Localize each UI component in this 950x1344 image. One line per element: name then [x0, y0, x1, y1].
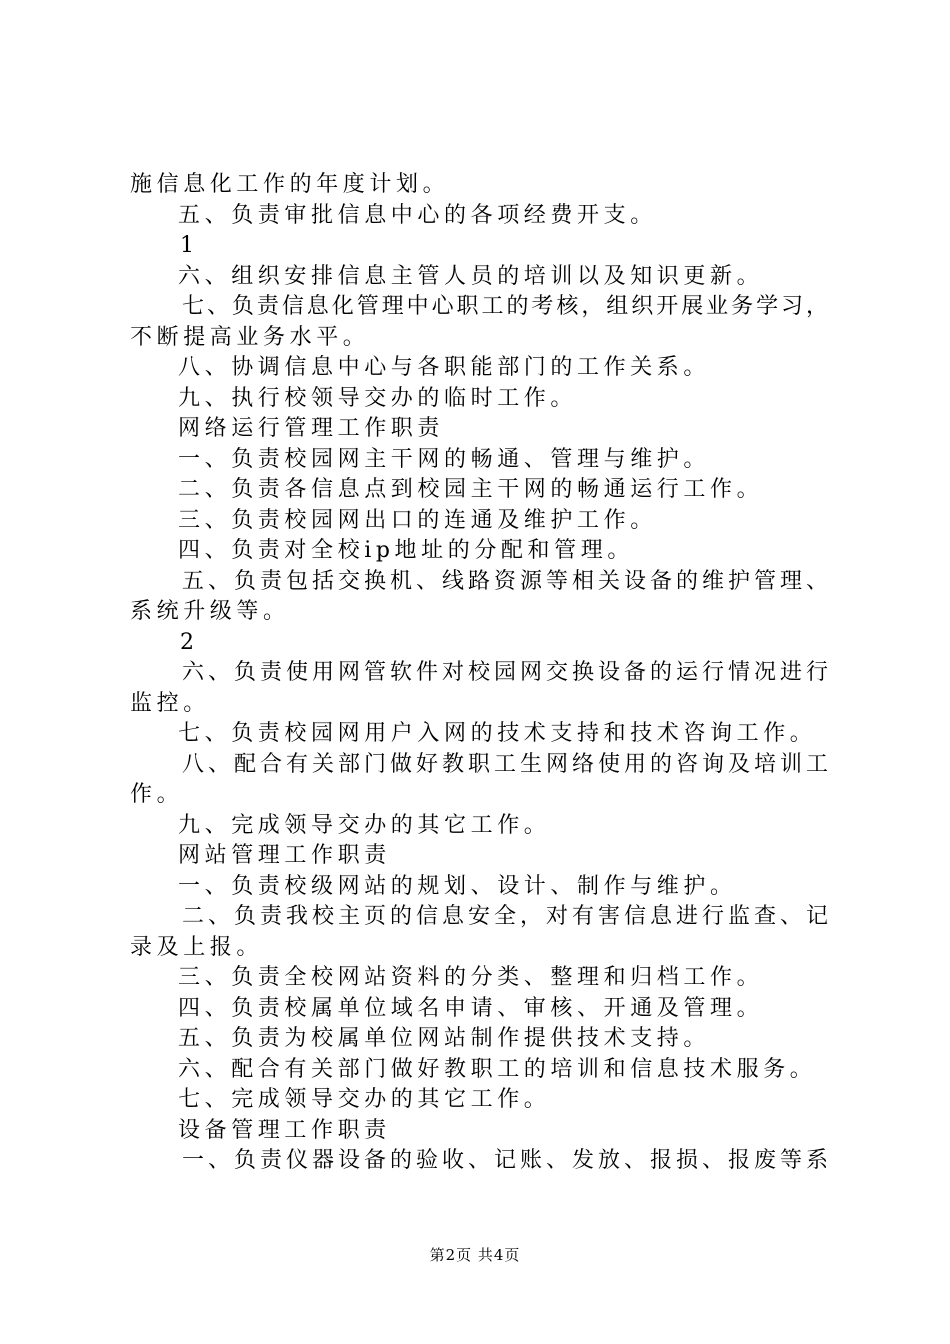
document-body [130, 170, 830, 1177]
text-line: 三、负责全校网站资料的分类、整理和归档工作。 [178, 965, 764, 990]
section-heading: 网络运行管理工作职责 [178, 416, 445, 441]
text-line: 系统升级等。 [130, 599, 290, 624]
text-line: 五、负责审批信息中心的各项经费开支。 [178, 202, 657, 228]
text-line: 九、完成领导交办的其它工作。 [178, 812, 551, 838]
text-line: 二、负责我校主页的信息安全，对有害信息进行监查、记 [182, 904, 830, 929]
text-line: 施信息化工作的年度计划。 [130, 172, 450, 197]
inline-page-number: 1 [180, 233, 194, 258]
text-line: 录及上报。 [130, 934, 264, 960]
text-line: 作。 [130, 782, 184, 807]
text-line: 三、负责校园网出口的连通及维护工作。 [178, 507, 657, 533]
text-line: 七、负责校园网用户入网的技术支持和技术咨询工作。 [178, 721, 817, 746]
text-line: 四、负责校属单位域名申请、审核、开通及管理。 [178, 995, 764, 1021]
text-line: 一、负责校级网站的规划、设计、制作与维护。 [178, 873, 737, 899]
text-line: 六、配合有关部门做好教职工的培训和信息技术服务。 [178, 1056, 817, 1082]
text-line: 七、负责信息化管理中心职工的考核，组织开展业务学习， [182, 294, 830, 319]
text-line: 四、负责对全校ip地址的分配和管理。 [178, 538, 634, 563]
text-line: 一、负责仪器设备的验收、记账、发放、报损、报废等系 [182, 1148, 830, 1173]
text-line: 五、负责包括交换机、线路资源等相关设备的维护管理、 [182, 568, 830, 594]
text-line: 二、负责各信息点到校园主干网的畅通运行工作。 [178, 477, 764, 502]
inline-page-number: 2 [180, 629, 194, 655]
page-footer: 第2页 共4页 [429, 1246, 521, 1264]
section-heading: 网站管理工作职责 [178, 843, 391, 868]
text-line: 一、负责校园网主干网的畅通、管理与维护。 [178, 446, 711, 472]
text-line: 七、完成领导交办的其它工作。 [178, 1087, 551, 1112]
text-line: 八、配合有关部门做好教职工生网络使用的咨询及培训工 [182, 751, 830, 777]
section-heading: 设备管理工作职责 [178, 1117, 391, 1143]
text-line: 六、负责使用网管软件对校园网交换设备的运行情况进行 [182, 660, 830, 685]
text-line: 六、组织安排信息主管人员的培训以及知识更新。 [178, 263, 764, 289]
text-line: 不断提高业务水平。 [130, 324, 370, 350]
text-line: 监控。 [130, 690, 210, 716]
text-line: 九、执行校领导交办的临时工作。 [178, 385, 578, 411]
text-line: 八、协调信息中心与各职能部门的工作关系。 [178, 355, 711, 380]
text-line: 五、负责为校属单位网站制作提供技术支持。 [178, 1026, 711, 1051]
